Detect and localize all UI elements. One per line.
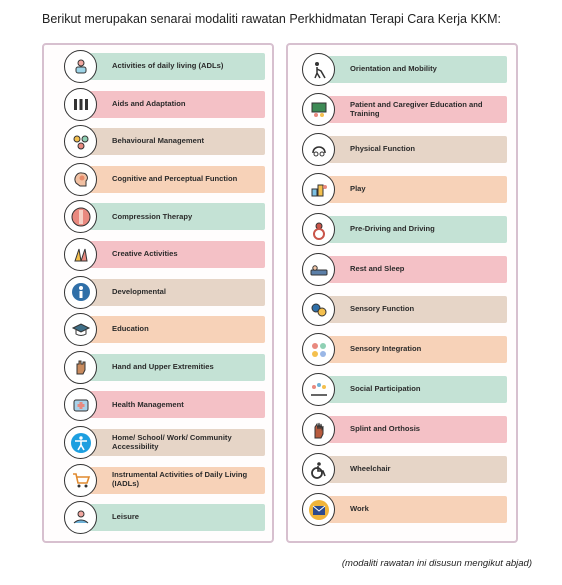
modality-item <box>302 494 507 525</box>
modality-item <box>302 54 507 85</box>
modality-item <box>64 352 265 383</box>
modality-item <box>64 389 265 420</box>
modality-label: Compression Therapy <box>112 211 193 221</box>
footnote: (modaliti rawatan ini disusun mengikut abjad) <box>341 558 532 569</box>
modality-item <box>302 414 507 445</box>
right-modality-panel <box>286 43 518 543</box>
modality-item <box>64 427 265 458</box>
modality-item <box>302 254 507 285</box>
modality-item <box>64 201 265 232</box>
modality-label: Pre-Driving and Driving <box>350 224 435 234</box>
modality-item <box>302 94 507 125</box>
social-icon <box>302 373 335 406</box>
modality-label: Hand and Upper Extremities <box>112 361 214 371</box>
modality-item <box>64 126 265 157</box>
sensory-integration-icon <box>302 333 335 366</box>
modality-label: Cognitive and Perceptual Function <box>112 173 238 183</box>
creative-icon <box>64 238 97 271</box>
hand-icon <box>64 351 97 384</box>
training-icon <box>302 93 335 126</box>
modality-label: Home/ School/ Work/ Community Accessibility <box>112 432 232 451</box>
modality-label: Instrumental Activities of Daily Living (IADLs) <box>112 470 248 489</box>
modality-label: Wheelchair <box>350 464 391 474</box>
wheelchair-icon <box>302 453 335 486</box>
modality-item <box>64 465 265 496</box>
modality-label: Developmental <box>112 286 167 296</box>
sensory-icon <box>302 293 335 326</box>
modality-item <box>64 314 265 345</box>
modality-label: Social Participation <box>350 384 421 394</box>
modality-label: Play <box>350 184 366 194</box>
brain-icon <box>64 163 97 196</box>
modality-label: Creative Activities <box>112 249 178 259</box>
modality-label: Aids and Adaptation <box>112 98 186 108</box>
modality-label: Patient and Caregiver Education and Training <box>350 99 483 118</box>
physical-icon <box>302 133 335 166</box>
modality-label: Orientation and Mobility <box>350 64 437 74</box>
sleep-icon <box>302 253 335 286</box>
modality-item <box>302 214 507 245</box>
splint-icon <box>302 413 335 446</box>
modality-label: Splint and Orthosis <box>350 424 421 434</box>
left-modality-panel <box>42 43 274 543</box>
driving-icon <box>302 213 335 246</box>
mobility-icon <box>302 53 335 86</box>
shopping-cart-icon <box>64 464 97 497</box>
modality-label: Rest and Sleep <box>350 264 405 274</box>
modality-item <box>302 374 507 405</box>
modality-label: Work <box>350 504 369 514</box>
modality-item <box>64 502 265 533</box>
modality-item <box>302 174 507 205</box>
accessibility-icon <box>64 426 97 459</box>
modality-item <box>64 164 265 195</box>
modality-item <box>64 89 265 120</box>
modality-label: Behavioural Management <box>112 136 204 146</box>
modality-item <box>302 334 507 365</box>
modality-label: Health Management <box>112 399 184 409</box>
modality-label: Leisure <box>112 512 140 522</box>
work-icon <box>302 493 335 526</box>
modality-label: Education <box>112 324 149 334</box>
aids-icon <box>64 88 97 121</box>
modality-label: Activities of daily living (ADLs) <box>112 61 224 71</box>
education-icon <box>64 313 97 346</box>
leisure-icon <box>64 501 97 534</box>
modality-label: Sensory Integration <box>350 344 422 354</box>
modality-label: Sensory Function <box>350 304 415 314</box>
modality-item <box>302 454 507 485</box>
behaviour-icon <box>64 125 97 158</box>
modality-item <box>64 277 265 308</box>
modality-label: Physical Function <box>350 144 415 154</box>
modality-item <box>64 239 265 270</box>
developmental-icon <box>64 276 97 309</box>
modality-item <box>302 294 507 325</box>
modality-item <box>302 134 507 165</box>
daily-living-icon <box>64 50 97 83</box>
modality-item <box>64 51 265 82</box>
play-icon <box>302 173 335 206</box>
page-heading: Berikut merupakan senarai modaliti rawatan Perkhidmatan Terapi Cara Kerja KKM: <box>42 12 502 26</box>
